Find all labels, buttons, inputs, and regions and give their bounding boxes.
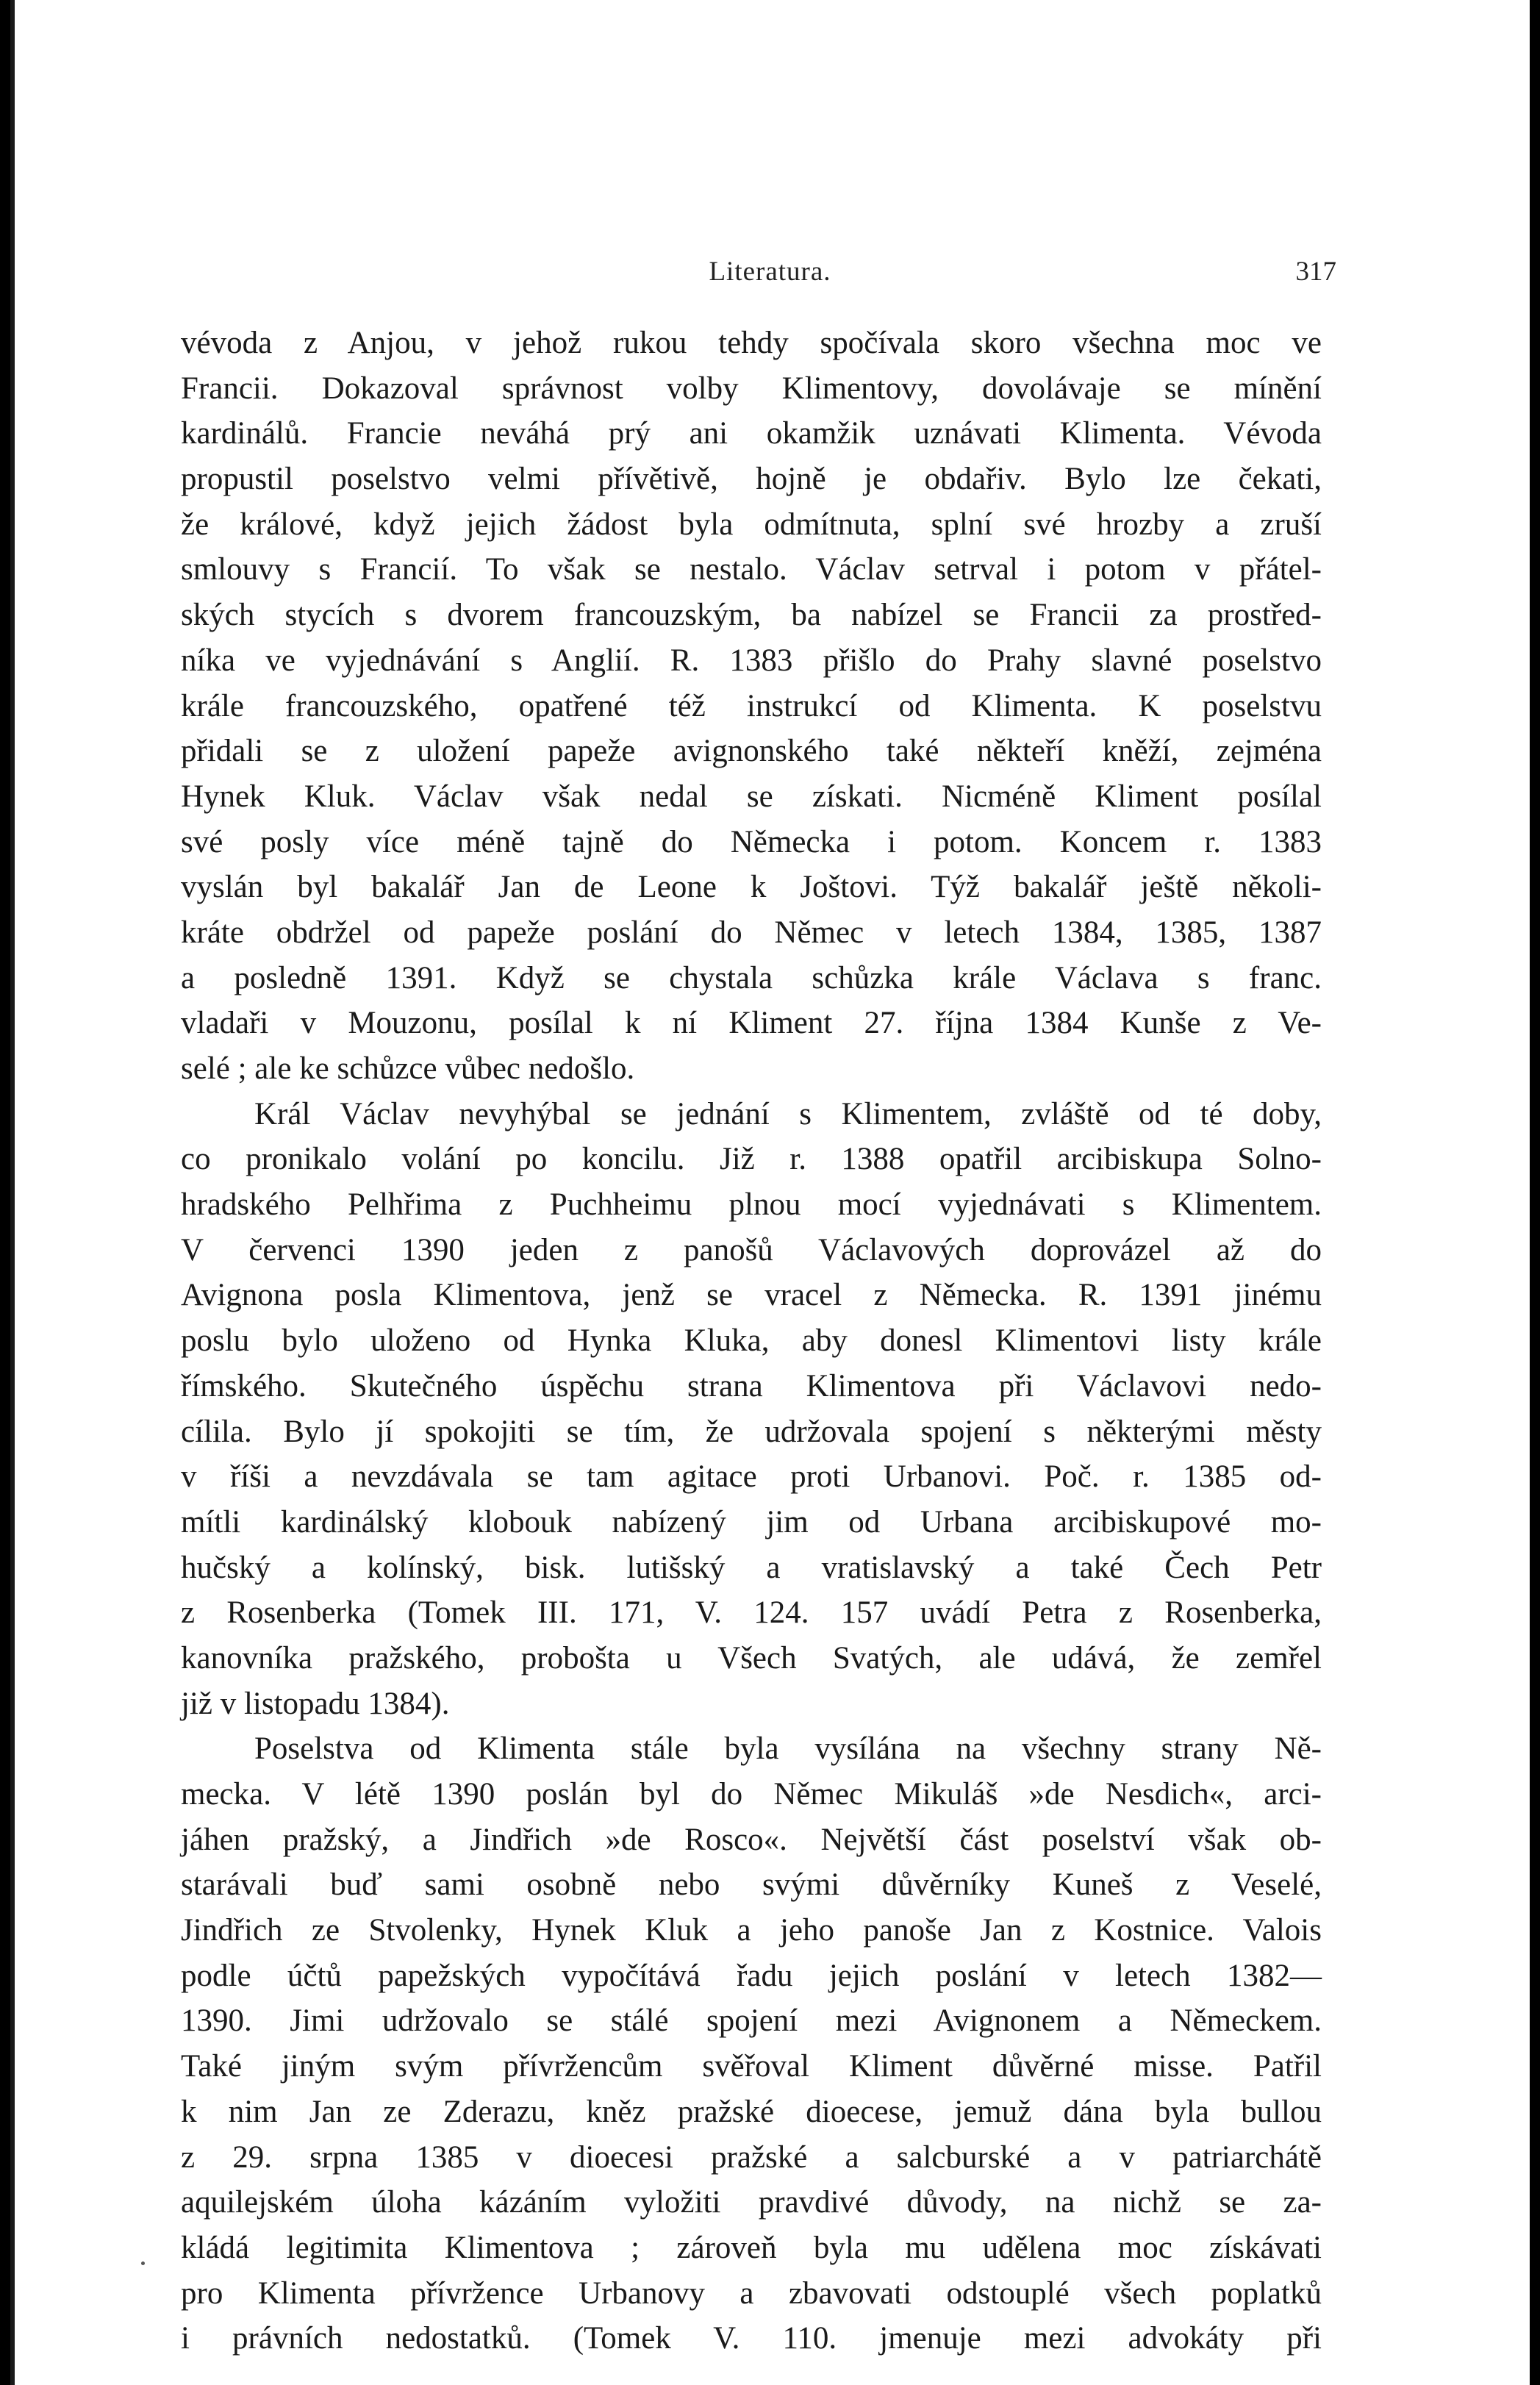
text-line: poslu bylo uloženo od Hynka Kluka, aby donesl Klimentovi listy krále	[181, 1323, 1322, 1359]
text-line: kládá legitimita Klimentova ; zároveň byla mu udělena moc získávati	[181, 2230, 1322, 2265]
text-line: co pronikalo volání po koncilu. Již r. 1388 opatřil arcibiskupa Solno-	[181, 1142, 1322, 1177]
text-line: kardinálů. Francie neváhá prý ani okamžik uznávati Klimenta. Vévoda	[181, 416, 1322, 451]
text-line: selé ; ale ke schůzce vůbec nedošlo.	[181, 1051, 635, 1086]
text-line: Avignona posla Klimentova, jenž se vracel z Německa. R. 1391 jinému	[181, 1278, 1322, 1313]
text-line: Francii. Dokazoval správnost volby Klimentovy, dovolávaje se mínění	[181, 371, 1322, 406]
text-line: z 29. srpna 1385 v dioecesi pražské a salcburské a v patriarchátě	[181, 2139, 1322, 2175]
text-line: aquilejském úloha kázáním vyložiti pravdivé důvody, na nichž se za-	[181, 2185, 1322, 2220]
text-line: své posly více méně tajně do Německa i potom. Koncem r. 1383	[181, 824, 1322, 859]
text-line: cílila. Bylo jí spokojiti se tím, že udržovala spojení s některými městy	[181, 1414, 1322, 1449]
paragraph-start-line: Král Václav nevyhýbal se jednání s Klimentem, zvláště od té doby,	[254, 1096, 1322, 1131]
text-line: pro Klimenta přívržence Urbanovy a zbavovati odstouplé všech poplatků	[181, 2275, 1322, 2311]
text-line: podle účtů papežských vypočítává řadu jejich poslání v letech 1382—	[181, 1958, 1322, 1993]
text-line: již v listopadu 1384).	[181, 1686, 450, 1721]
text-line: propustil poselstvo velmi přívětivě, hojně je obdařiv. Bylo lze čekati,	[181, 462, 1322, 497]
text-line: kanovníka pražského, probošta u Všech Svatých, ale udává, že zemřel	[181, 1640, 1322, 1676]
text-line: k nim Jan ze Zderazu, kněz pražské dioecese, jemuž dána byla bullou	[181, 2094, 1322, 2129]
text-line: 1390. Jimi udržovalo se stálé spojení mezi Avignonem a Německem.	[181, 2003, 1322, 2039]
text-line: v říši a nevzdávala se tam agitace proti Urbanovi. Poč. r. 1385 od-	[181, 1459, 1322, 1495]
text-line: starávali buď sami osobně nebo svými důvěrníky Kuneš z Veselé,	[181, 1867, 1322, 1903]
text-line: vyslán byl bakalář Jan de Leone k Joštovi. Týž bakalář ještě několi-	[181, 870, 1322, 905]
text-line: jáhen pražský, a Jindřich »de Rosco«. Největší část poselství však ob-	[181, 1822, 1322, 1857]
text-line: kráte obdržel od papeže poslání do Němec v letech 1384, 1385, 1387	[181, 915, 1322, 950]
text-line: hradského Pelhřima z Puchheimu plnou mocí vyjednávati s Klimentem.	[181, 1187, 1322, 1223]
page-edge	[10, 0, 15, 2385]
text-line: vévoda z Anjou, v jehož rukou tehdy spočívala skoro všechna moc ve	[181, 326, 1322, 360]
text-line: přidali se z uložení papeže avignonského také někteří kněží, zejména	[181, 734, 1322, 769]
running-title: Literatura.	[709, 257, 831, 287]
text-line: i právních nedostatků. (Tomek V. 110. jmenuje mezi advokáty při	[181, 2321, 1322, 2356]
text-line: vladaři v Mouzonu, posílal k ní Kliment 27. října 1384 Kunše z Ve-	[181, 1006, 1322, 1041]
text-line: hučský a kolínský, bisk. lutišský a vratislavský a také Čech Petr	[181, 1550, 1322, 1585]
text-line: mítli kardinálský klobouk nabízený jim od Urbana arcibiskupové mo-	[181, 1504, 1322, 1540]
text-line: V červenci 1390 jeden z panošů Václavových doprovázel až do	[181, 1232, 1322, 1267]
text-line: že králové, když jejich žádost byla odmítnuta, splní své hrozby a zruší	[181, 507, 1322, 542]
text-line: římského. Skutečného úspěchu strana Klimentova při Václavovi nedo-	[181, 1368, 1322, 1404]
text-line: smlouvy s Francií. To však se nestalo. Václav setrval i potom v přátel-	[181, 552, 1322, 587]
text-line: krále francouzského, opatřené též instrukcí od Klimenta. K poselstvu	[181, 688, 1322, 723]
page-number: 317	[1295, 257, 1336, 287]
text-line: níka ve vyjednávání s Anglií. R. 1383 přišlo do Prahy slavné poselstvo	[181, 643, 1322, 678]
text-line: Hynek Kluk. Václav však nedal se získati. Nicméně Kliment posílal	[181, 779, 1322, 814]
margin-speck	[141, 2261, 145, 2265]
text-line: ských stycích s dvorem francouzským, ba nabízel se Francii za prostřed-	[181, 598, 1322, 633]
text-line: z Rosenberka (Tomek III. 171, V. 124. 157 uvádí Petra z Rosenberka,	[181, 1595, 1322, 1631]
body-text	[181, 321, 1322, 2361]
text-line: Také jiným svým přívržencům svěřoval Kliment důvěrné misse. Patřil	[181, 2049, 1322, 2084]
paragraph-start-line: Poselstva od Klimenta stále byla vysílána na všechny strany Ně-	[254, 1731, 1322, 1767]
text-line: a posledně 1391. Když se chystala schůzka krále Václava s franc.	[181, 960, 1322, 995]
text-line: Jindřich ze Stvolenky, Hynek Kluk a jeho panoše Jan z Kostnice. Valois	[181, 1913, 1322, 1948]
text-line: mecka. V létě 1390 poslán byl do Němec Mikuláš »de Nesdich«, arci-	[181, 1777, 1322, 1812]
book-page	[10, 0, 1530, 2385]
